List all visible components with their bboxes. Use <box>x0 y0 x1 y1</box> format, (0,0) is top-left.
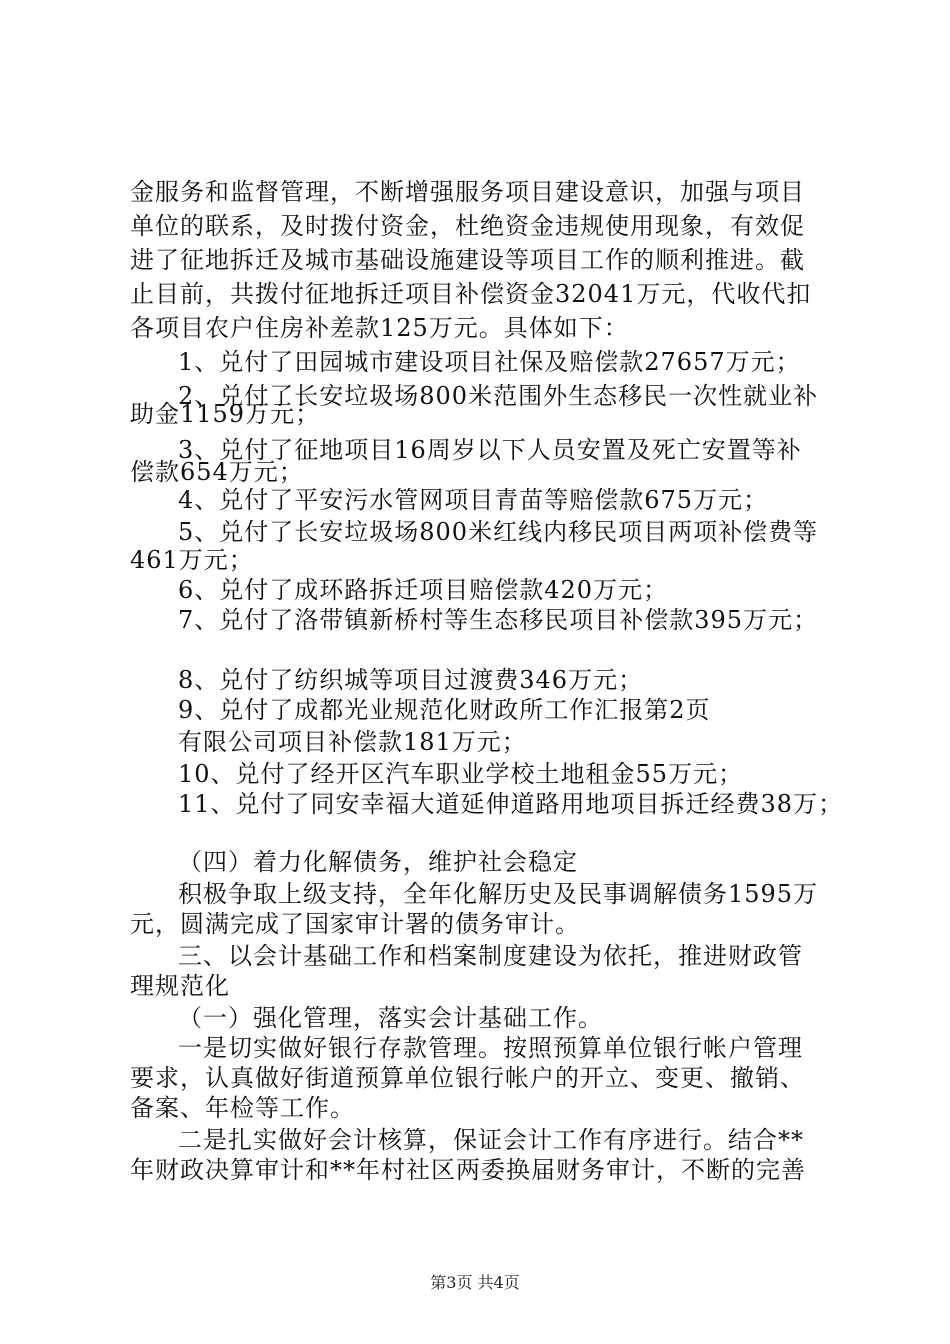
text-line: 4、兑付了平安污水管网项目青苗等赔偿款675万元； <box>178 486 769 514</box>
text-line: 11、兑付了同安幸福大道延伸道路用地项目拆迁经费38万； <box>178 790 844 818</box>
text-line: 止目前，共拨付征地拆迁项目补偿资金32041万元，代收代扣 <box>130 280 812 308</box>
text-line: 2、兑付了长安垃圾场800米范围外生态移民一次性就业补 <box>178 382 819 410</box>
text-line: 1、兑付了田园城市建设项目社保及赔偿款27657万元； <box>178 348 801 376</box>
text-line: 7、兑付了洛带镇新桥村等生态移民项目补偿款395万元； <box>178 606 819 634</box>
text-line: 元，圆满完成了国家审计署的债务审计。 <box>130 910 580 938</box>
section-heading: （四）着力化解债务，维护社会稳定 <box>178 848 578 876</box>
text-line: 3、兑付了征地项目16周岁以下人员安置及死亡安置等补 <box>178 436 802 464</box>
text-line: 各项目农户住房补差款125万元。具体如下： <box>130 314 629 342</box>
page-number: 第3页 共4页 <box>430 1273 520 1292</box>
text-line: 金服务和监督管理，不断增强服务项目建设意识，加强与项目 <box>130 178 805 206</box>
text-line: 10、兑付了经开区汽车职业学校土地租金55万元； <box>178 760 744 788</box>
text-line: 备案、年检等工作。 <box>130 1094 355 1122</box>
text-line: 461万元； <box>130 546 254 574</box>
text-line: 偿款654万元； <box>130 458 304 486</box>
text-line: 要求，认真做好街道预算单位银行帐户的开立、变更、撤销、 <box>130 1064 805 1092</box>
text-line: 一是切实做好银行存款管理。按照预算单位银行帐户管理 <box>178 1034 803 1062</box>
text-line: 5、兑付了长安垃圾场800米红线内移民项目两项补偿费等 <box>178 518 819 546</box>
text-line: 助金1159万元； <box>130 400 321 428</box>
text-line: 二是扎实做好会计核算，保证会计工作有序进行。结合** <box>178 1126 804 1154</box>
text-line: 9、兑付了成都光业规范化财政所工作汇报第2页 <box>178 696 711 724</box>
section-heading: （一）强化管理，落实会计基础工作。 <box>178 1004 603 1032</box>
text-line: 单位的联系，及时拨付资金，杜绝资金违规使用现象，有效促 <box>130 212 805 240</box>
text-line: 8、兑付了纺织城等项目过渡费346万元； <box>178 666 644 694</box>
section-heading: 三、以会计基础工作和档案制度建设为依托，推进财政管 <box>178 942 803 970</box>
section-heading: 理规范化 <box>130 972 230 1000</box>
text-line: 6、兑付了成环路拆迁项目赔偿款420万元； <box>178 576 669 604</box>
text-line: 积极争取上级支持，全年化解历史及民事调解债务1595万 <box>178 880 819 908</box>
text-line: 年财政决算审计和**年村社区两委换届财务审计，不断的完善 <box>130 1156 806 1184</box>
text-line: 有限公司项目补偿款181万元； <box>178 728 527 756</box>
text-line: 进了征地拆迁及城市基础设施建设等项目工作的顺利推进。截 <box>130 246 805 274</box>
